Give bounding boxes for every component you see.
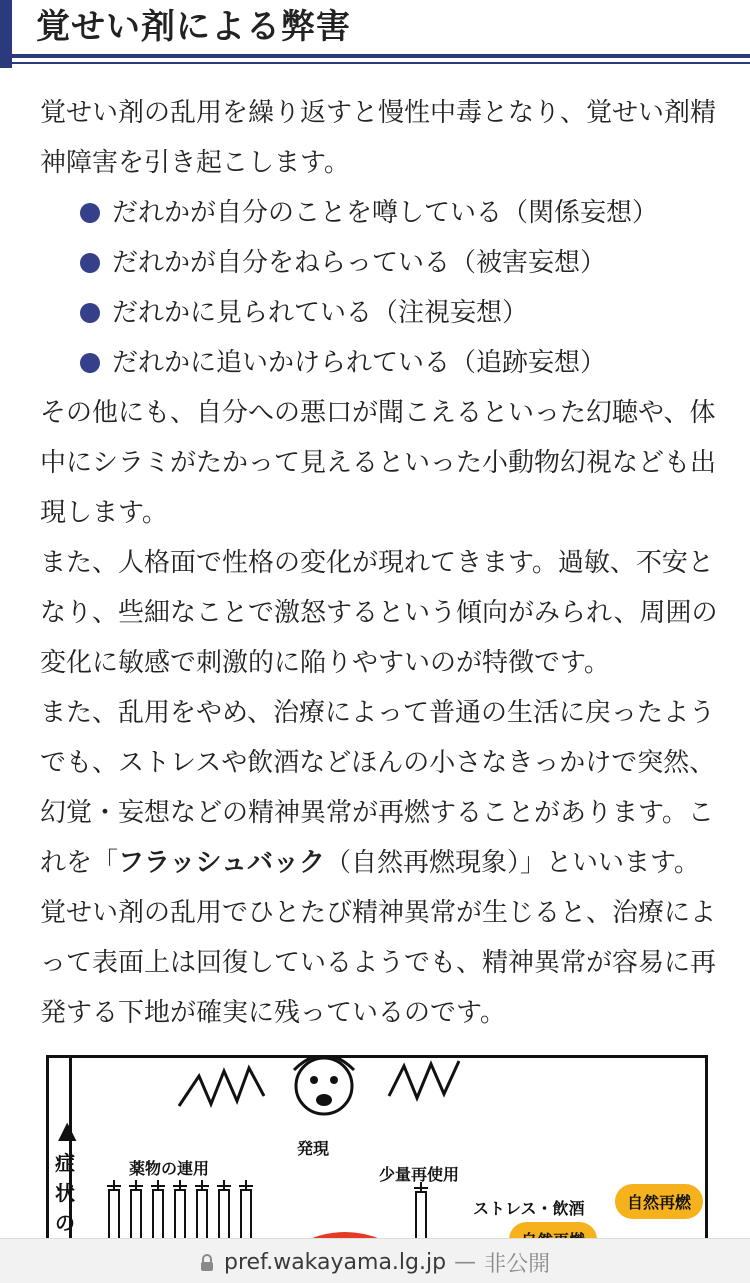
- distressed-person-illustration: [169, 1055, 469, 1136]
- browser-url-bar[interactable]: [0, 1238, 750, 1283]
- page-header: [0, 0, 750, 68]
- stress-alcohol-label: ストレス・飲酒: [473, 1199, 585, 1218]
- bullet-icon: [80, 303, 100, 323]
- flashback-text-before: また、乱用をやめ、治療によって普通の生活に戻ったようでも、ストレスや飲酒などほんの小さなきっかけで突然、幻覚・妄想などの精神異常が再燃することがあります。これを「: [40, 698, 716, 878]
- syringe-row-illustration: [105, 1180, 255, 1240]
- url-separator: —: [454, 1250, 477, 1275]
- intro-paragraph: 覚せい剤の乱用を繰り返すと慢性中毒となり、覚せい剤精神障害を引き起こします。: [40, 98, 717, 178]
- list-item-text: だれかに見られている（注視妄想）: [112, 298, 529, 328]
- flashback-paragraph: [40, 688, 720, 1038]
- list-item: [80, 338, 720, 388]
- bullet-icon: [80, 353, 100, 373]
- header-divider: [12, 54, 750, 58]
- list-item: [80, 288, 720, 338]
- privacy-status: 非公開: [484, 1252, 551, 1277]
- single-syringe-illustration: [411, 1182, 431, 1242]
- continuous-use-label: 薬物の連用: [129, 1159, 210, 1178]
- list-item-text: だれかが自分をねらっている（被害妄想）: [112, 248, 607, 278]
- hallucination-paragraph: その他にも、自分への悪口が聞こえるといった幻聴や、体中にシラミがたかって見えるといった小動物幻視なども出現します。: [40, 398, 717, 528]
- bullet-icon: [80, 203, 100, 223]
- list-item: [80, 188, 720, 238]
- flashback-text-after: （自然再燃現象）」といいます。覚せい剤の乱用でひとたび精神異常が生じると、治療によって表面上は回復しているようでも、精神異常が容易に再発する下地が確実に残っているのです。: [40, 848, 717, 1028]
- lock-icon: [200, 1254, 214, 1272]
- axis-label: 症状の: [55, 1151, 75, 1235]
- symptom-list: [80, 188, 720, 388]
- flashback-term: フラッシュバック: [118, 848, 325, 878]
- list-item: [80, 238, 720, 288]
- arrow-up-icon: ▲: [58, 1116, 77, 1144]
- onset-label: 発現: [297, 1139, 330, 1158]
- page-title: 覚せい剤による弊害: [36, 7, 351, 47]
- list-item-text: だれかが自分のことを噂している（関係妄想）: [112, 198, 659, 228]
- url-row[interactable]: [200, 1247, 550, 1278]
- bullet-icon: [80, 253, 100, 273]
- natural-relapse-badge: 自然再燃: [615, 1184, 703, 1219]
- header-divider-thin: [12, 62, 750, 64]
- small-reuse-label: 少量再使用: [379, 1165, 460, 1184]
- header-accent-bar: [0, 0, 12, 68]
- article-body: [40, 88, 720, 1038]
- relapse-illustration: [46, 1055, 708, 1245]
- list-item-text: だれかに追いかけられている（追跡妄想）: [112, 348, 607, 378]
- url-text[interactable]: pref.wakayama.lg.jp: [224, 1250, 447, 1275]
- personality-paragraph: また、人格面で性格の変化が現れてきます。過敏、不安となり、些細なことで激怒するという傾向がみられ、周囲の変化に敏感で刺激的に陥りやすいのが特徴です。: [40, 548, 718, 678]
